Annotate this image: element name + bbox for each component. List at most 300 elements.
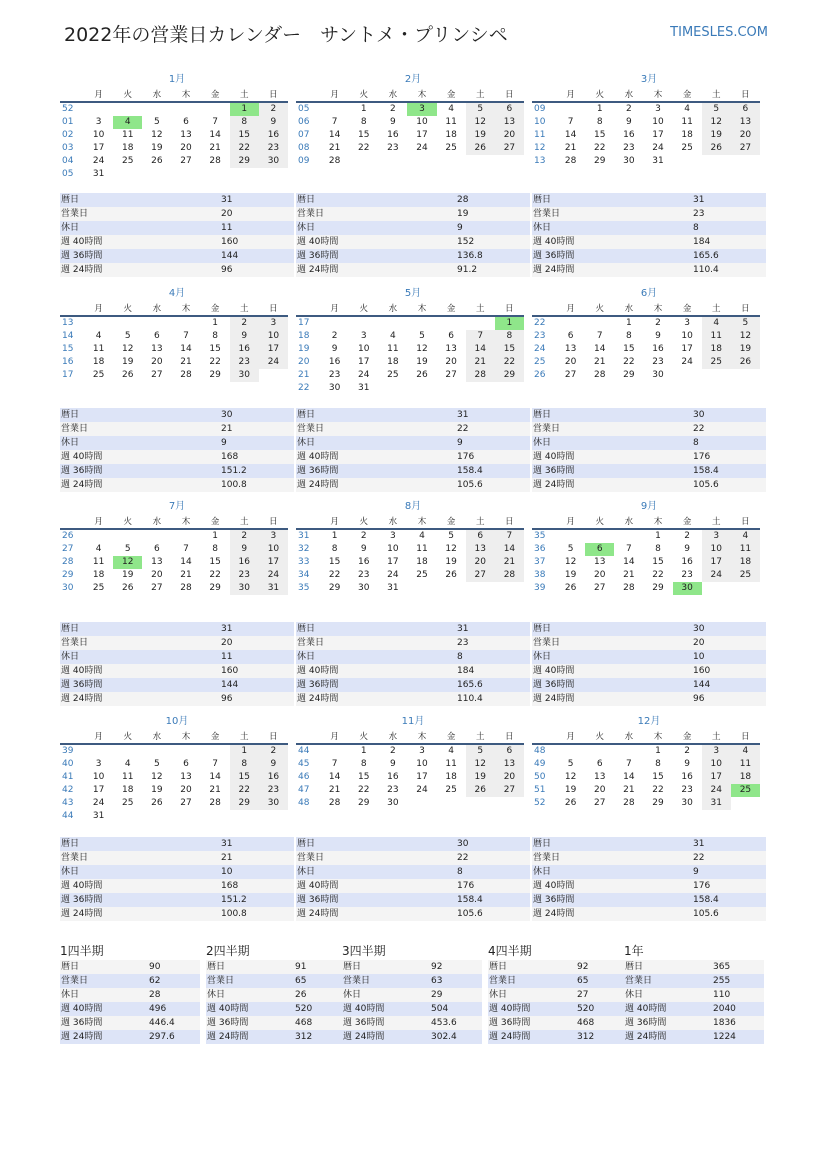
day-cell[interactable]: 4: [389, 331, 396, 341]
day-cell[interactable]: 1: [360, 746, 367, 756]
day-cell[interactable]: 15: [357, 130, 370, 140]
day-cell[interactable]: 22: [652, 570, 664, 580]
day-cell[interactable]: 4: [95, 544, 102, 554]
day-cell[interactable]: 23: [681, 785, 693, 795]
day-cell[interactable]: 19: [151, 785, 163, 795]
day-cell[interactable]: 9: [259, 116, 288, 129]
day-cell[interactable]: 14: [180, 344, 192, 354]
day-cell[interactable]: 25: [387, 370, 399, 380]
day-cell[interactable]: 17: [92, 143, 105, 153]
day-cell[interactable]: 20: [495, 129, 524, 142]
day-cell[interactable]: 29: [357, 798, 370, 808]
day-cell[interactable]: 19: [564, 570, 577, 580]
day-cell[interactable]: 30: [357, 583, 370, 593]
day-cell[interactable]: 15: [652, 772, 664, 782]
day-cell[interactable]: 1: [212, 531, 218, 541]
day-cell[interactable]: 21: [209, 785, 221, 795]
day-cell[interactable]: 1: [655, 531, 661, 541]
day-cell[interactable]: 22: [230, 784, 259, 797]
day-cell[interactable]: 2: [360, 531, 367, 541]
day-cell[interactable]: 2: [331, 331, 338, 341]
day-cell[interactable]: 23: [387, 143, 399, 153]
day-cell[interactable]: 30: [230, 582, 259, 595]
day-cell[interactable]: 10: [702, 758, 731, 771]
day-cell[interactable]: 16: [230, 556, 259, 569]
day-cell[interactable]: 21: [623, 785, 635, 795]
day-cell[interactable]: 21: [328, 785, 341, 795]
day-cell[interactable]: 2: [684, 531, 690, 541]
day-cell[interactable]: 6: [585, 543, 614, 556]
day-cell[interactable]: 17: [357, 357, 370, 367]
day-cell[interactable]: 13: [564, 344, 577, 354]
day-cell[interactable]: 13: [593, 557, 606, 567]
day-cell[interactable]: 15: [593, 130, 606, 140]
day-cell[interactable]: 15: [357, 772, 370, 782]
day-cell[interactable]: 28: [495, 569, 524, 582]
day-cell[interactable]: 24: [259, 356, 288, 369]
day-cell[interactable]: 23: [387, 785, 399, 795]
day-cell[interactable]: 26: [416, 370, 428, 380]
day-cell[interactable]: 2: [389, 746, 396, 756]
day-cell[interactable]: 15: [652, 557, 664, 567]
day-cell[interactable]: 28: [209, 156, 221, 166]
day-cell[interactable]: 11: [731, 758, 760, 771]
day-cell[interactable]: 4: [448, 746, 454, 756]
day-cell[interactable]: 3: [702, 744, 731, 758]
day-cell[interactable]: 4: [113, 116, 142, 129]
day-cell[interactable]: 3: [95, 759, 102, 769]
day-cell[interactable]: 31: [357, 383, 370, 393]
day-cell[interactable]: 18: [416, 557, 428, 567]
day-cell[interactable]: 2: [655, 318, 661, 328]
day-cell[interactable]: 16: [681, 772, 693, 782]
day-cell[interactable]: 12: [564, 772, 577, 782]
day-cell[interactable]: 29: [593, 156, 606, 166]
day-cell[interactable]: 1: [230, 102, 259, 116]
day-cell[interactable]: 13: [495, 116, 524, 129]
day-cell[interactable]: 25: [702, 356, 731, 369]
day-cell[interactable]: 15: [209, 557, 221, 567]
day-cell[interactable]: 6: [448, 331, 454, 341]
day-cell[interactable]: 28: [466, 369, 495, 382]
day-cell[interactable]: 26: [564, 583, 577, 593]
day-cell[interactable]: 2: [259, 744, 288, 758]
day-cell[interactable]: 27: [445, 370, 457, 380]
day-cell[interactable]: 20: [593, 570, 606, 580]
day-cell[interactable]: 12: [445, 544, 457, 554]
day-cell[interactable]: 28: [623, 583, 635, 593]
day-cell[interactable]: 20: [593, 785, 606, 795]
day-cell[interactable]: 28: [328, 798, 341, 808]
day-cell[interactable]: 7: [567, 117, 574, 127]
day-cell[interactable]: 11: [445, 759, 457, 769]
day-cell[interactable]: 9: [331, 344, 338, 354]
day-cell[interactable]: 16: [387, 130, 399, 140]
day-cell[interactable]: 18: [702, 343, 731, 356]
day-cell[interactable]: 27: [180, 156, 192, 166]
day-cell[interactable]: 9: [684, 759, 690, 769]
day-cell[interactable]: 22: [623, 357, 635, 367]
day-cell[interactable]: 30: [328, 383, 341, 393]
day-cell[interactable]: 21: [495, 556, 524, 569]
day-cell[interactable]: 23: [681, 570, 693, 580]
day-cell[interactable]: 28: [180, 370, 192, 380]
day-cell[interactable]: 20: [151, 570, 163, 580]
day-cell[interactable]: 1: [212, 318, 218, 328]
day-cell[interactable]: 6: [466, 529, 495, 543]
day-cell[interactable]: 5: [702, 102, 731, 116]
day-cell[interactable]: 30: [623, 156, 635, 166]
day-cell[interactable]: 1: [655, 746, 661, 756]
day-cell[interactable]: 21: [564, 143, 577, 153]
day-cell[interactable]: 15: [328, 557, 341, 567]
day-cell[interactable]: 27: [151, 583, 163, 593]
day-cell[interactable]: 16: [328, 357, 341, 367]
day-cell[interactable]: 9: [389, 759, 396, 769]
day-cell[interactable]: 11: [92, 344, 105, 354]
day-cell[interactable]: 11: [387, 344, 399, 354]
day-cell[interactable]: 9: [684, 544, 690, 554]
day-cell[interactable]: 2: [625, 104, 632, 114]
day-cell[interactable]: 28: [209, 798, 221, 808]
day-cell[interactable]: 20: [466, 556, 495, 569]
day-cell[interactable]: 14: [564, 130, 577, 140]
day-cell[interactable]: 23: [328, 370, 341, 380]
day-cell[interactable]: 25: [92, 370, 105, 380]
day-cell[interactable]: 7: [212, 759, 218, 769]
day-cell[interactable]: 25: [681, 143, 693, 153]
day-cell[interactable]: 30: [230, 369, 259, 382]
day-cell[interactable]: 20: [495, 771, 524, 784]
day-cell[interactable]: 16: [259, 771, 288, 784]
day-cell[interactable]: 6: [567, 331, 574, 341]
day-cell[interactable]: 17: [416, 772, 428, 782]
day-cell[interactable]: 8: [230, 758, 259, 771]
day-cell[interactable]: 26: [121, 583, 134, 593]
day-cell[interactable]: 19: [121, 570, 134, 580]
day-cell[interactable]: 10: [702, 543, 731, 556]
day-cell[interactable]: 17: [259, 556, 288, 569]
day-cell[interactable]: 30: [652, 370, 664, 380]
day-cell[interactable]: 12: [121, 344, 134, 354]
day-cell[interactable]: 30: [259, 155, 288, 168]
day-cell[interactable]: 6: [183, 759, 189, 769]
day-cell[interactable]: 11: [445, 117, 457, 127]
day-cell[interactable]: 1: [596, 104, 603, 114]
day-cell[interactable]: 18: [445, 772, 457, 782]
day-cell[interactable]: 7: [331, 759, 338, 769]
day-cell[interactable]: 8: [596, 117, 603, 127]
day-cell[interactable]: 20: [151, 357, 163, 367]
day-cell[interactable]: 25: [121, 156, 134, 166]
day-cell[interactable]: 21: [593, 357, 606, 367]
day-cell[interactable]: 17: [416, 130, 428, 140]
day-cell[interactable]: 10: [357, 344, 370, 354]
day-cell[interactable]: 6: [596, 759, 603, 769]
day-cell[interactable]: 18: [92, 357, 105, 367]
day-cell[interactable]: 22: [209, 357, 221, 367]
day-cell[interactable]: 7: [625, 759, 632, 769]
day-cell[interactable]: 28: [623, 798, 635, 808]
day-cell[interactable]: 14: [328, 130, 341, 140]
day-cell[interactable]: 14: [180, 557, 192, 567]
day-cell[interactable]: 3: [419, 746, 425, 756]
day-cell[interactable]: 16: [652, 344, 664, 354]
day-cell[interactable]: 1: [360, 104, 367, 114]
day-cell[interactable]: 12: [564, 557, 577, 567]
day-cell[interactable]: 12: [151, 772, 163, 782]
day-cell[interactable]: 16: [357, 557, 370, 567]
day-cell[interactable]: 5: [731, 316, 760, 330]
day-cell[interactable]: 2: [230, 316, 259, 330]
day-cell[interactable]: 21: [180, 570, 192, 580]
day-cell[interactable]: 19: [121, 357, 134, 367]
day-cell[interactable]: 31: [702, 797, 731, 810]
day-cell[interactable]: 7: [596, 331, 603, 341]
day-cell[interactable]: 17: [702, 556, 731, 569]
day-cell[interactable]: 22: [230, 142, 259, 155]
day-cell[interactable]: 3: [655, 104, 661, 114]
day-cell[interactable]: 20: [180, 785, 192, 795]
day-cell[interactable]: 9: [655, 331, 661, 341]
day-cell[interactable]: 25: [445, 785, 457, 795]
day-cell[interactable]: 5: [153, 759, 160, 769]
day-cell[interactable]: 14: [466, 343, 495, 356]
day-cell[interactable]: 25: [731, 784, 760, 797]
day-cell[interactable]: 7: [495, 529, 524, 543]
day-cell[interactable]: 22: [328, 570, 341, 580]
day-cell[interactable]: 8: [230, 116, 259, 129]
day-cell[interactable]: 13: [180, 772, 192, 782]
day-cell[interactable]: 3: [684, 318, 690, 328]
day-cell[interactable]: 3: [407, 102, 436, 116]
day-cell[interactable]: 29: [652, 583, 664, 593]
day-cell[interactable]: 11: [121, 772, 134, 782]
day-cell[interactable]: 21: [328, 143, 341, 153]
day-cell[interactable]: 26: [151, 798, 163, 808]
day-cell[interactable]: 26: [445, 570, 457, 580]
day-cell[interactable]: 26: [731, 356, 760, 369]
day-cell[interactable]: 4: [124, 759, 131, 769]
day-cell[interactable]: 10: [259, 330, 288, 343]
day-cell[interactable]: 29: [623, 370, 635, 380]
day-cell[interactable]: 4: [731, 529, 760, 543]
day-cell[interactable]: 5: [124, 331, 131, 341]
day-cell[interactable]: 28: [180, 583, 192, 593]
day-cell[interactable]: 14: [623, 557, 635, 567]
day-cell[interactable]: 23: [652, 357, 664, 367]
day-cell[interactable]: 24: [416, 143, 428, 153]
day-cell[interactable]: 18: [681, 130, 693, 140]
day-cell[interactable]: 12: [151, 130, 163, 140]
day-cell[interactable]: 24: [702, 784, 731, 797]
day-cell[interactable]: 5: [567, 759, 574, 769]
day-cell[interactable]: 30: [673, 582, 702, 595]
day-cell[interactable]: 29: [495, 369, 524, 382]
day-cell[interactable]: 23: [259, 784, 288, 797]
day-cell[interactable]: 13: [445, 344, 457, 354]
day-cell[interactable]: 18: [121, 785, 134, 795]
day-cell[interactable]: 16: [230, 343, 259, 356]
day-cell[interactable]: 8: [331, 544, 338, 554]
day-cell[interactable]: 15: [230, 129, 259, 142]
day-cell[interactable]: 13: [151, 557, 163, 567]
day-cell[interactable]: 27: [180, 798, 192, 808]
day-cell[interactable]: 7: [212, 117, 218, 127]
day-cell[interactable]: 5: [466, 744, 495, 758]
day-cell[interactable]: 15: [495, 343, 524, 356]
day-cell[interactable]: 26: [466, 142, 495, 155]
day-cell[interactable]: 8: [360, 117, 367, 127]
day-cell[interactable]: 27: [151, 370, 163, 380]
day-cell[interactable]: 4: [684, 104, 690, 114]
day-cell[interactable]: 30: [387, 798, 399, 808]
day-cell[interactable]: 29: [209, 370, 221, 380]
day-cell[interactable]: 8: [655, 759, 661, 769]
day-cell[interactable]: 3: [259, 316, 288, 330]
day-cell[interactable]: 10: [92, 130, 105, 140]
day-cell[interactable]: 9: [360, 544, 367, 554]
day-cell[interactable]: 24: [92, 156, 105, 166]
day-cell[interactable]: 29: [652, 798, 664, 808]
day-cell[interactable]: 20: [731, 129, 760, 142]
day-cell[interactable]: 24: [259, 569, 288, 582]
day-cell[interactable]: 11: [121, 130, 134, 140]
day-cell[interactable]: 15: [230, 771, 259, 784]
day-cell[interactable]: 14: [495, 543, 524, 556]
day-cell[interactable]: 26: [121, 370, 134, 380]
day-cell[interactable]: 14: [209, 772, 221, 782]
day-cell[interactable]: 16: [623, 130, 635, 140]
day-cell[interactable]: 17: [681, 344, 693, 354]
day-cell[interactable]: 5: [448, 531, 454, 541]
day-cell[interactable]: 19: [151, 143, 163, 153]
day-cell[interactable]: 9: [230, 330, 259, 343]
day-cell[interactable]: 20: [564, 357, 577, 367]
day-cell[interactable]: 25: [92, 583, 105, 593]
day-cell[interactable]: 4: [448, 104, 454, 114]
day-cell[interactable]: 10: [416, 117, 428, 127]
day-cell[interactable]: 28: [564, 156, 577, 166]
day-cell[interactable]: 12: [466, 758, 495, 771]
day-cell[interactable]: 3: [259, 529, 288, 543]
day-cell[interactable]: 13: [495, 758, 524, 771]
day-cell[interactable]: 5: [419, 331, 425, 341]
day-cell[interactable]: 29: [230, 797, 259, 810]
day-cell[interactable]: 1: [331, 531, 338, 541]
day-cell[interactable]: 11: [416, 544, 428, 554]
day-cell[interactable]: 17: [259, 343, 288, 356]
day-cell[interactable]: 27: [495, 784, 524, 797]
day-cell[interactable]: 23: [230, 356, 259, 369]
day-cell[interactable]: 13: [731, 116, 760, 129]
day-cell[interactable]: 9: [230, 543, 259, 556]
day-cell[interactable]: 9: [625, 117, 632, 127]
day-cell[interactable]: 1: [230, 744, 259, 758]
day-cell[interactable]: 2: [684, 746, 690, 756]
day-cell[interactable]: 25: [121, 798, 134, 808]
day-cell[interactable]: 18: [731, 771, 760, 784]
day-cell[interactable]: 10: [387, 544, 399, 554]
day-cell[interactable]: 7: [183, 331, 189, 341]
day-cell[interactable]: 5: [153, 117, 160, 127]
day-cell[interactable]: 9: [389, 117, 396, 127]
day-cell[interactable]: 27: [495, 142, 524, 155]
day-cell[interactable]: 31: [652, 156, 664, 166]
day-cell[interactable]: 7: [466, 330, 495, 343]
day-cell[interactable]: 19: [731, 343, 760, 356]
day-cell[interactable]: 6: [153, 544, 160, 554]
day-cell[interactable]: 7: [183, 544, 189, 554]
day-cell[interactable]: 17: [92, 785, 105, 795]
day-cell[interactable]: 14: [593, 344, 606, 354]
day-cell[interactable]: 3: [95, 117, 102, 127]
day-cell[interactable]: 5: [124, 544, 131, 554]
day-cell[interactable]: 19: [466, 129, 495, 142]
day-cell[interactable]: 13: [466, 543, 495, 556]
day-cell[interactable]: 19: [564, 785, 577, 795]
day-cell[interactable]: 6: [495, 744, 524, 758]
day-cell[interactable]: 12: [466, 116, 495, 129]
day-cell[interactable]: 31: [92, 169, 105, 179]
day-cell[interactable]: 15: [623, 344, 635, 354]
day-cell[interactable]: 24: [681, 357, 693, 367]
day-cell[interactable]: 22: [357, 785, 370, 795]
day-cell[interactable]: 18: [121, 143, 134, 153]
day-cell[interactable]: 11: [92, 557, 105, 567]
day-cell[interactable]: 4: [702, 316, 731, 330]
day-cell[interactable]: 24: [416, 785, 428, 795]
day-cell[interactable]: 24: [357, 370, 370, 380]
day-cell[interactable]: 21: [209, 143, 221, 153]
day-cell[interactable]: 27: [593, 583, 606, 593]
day-cell[interactable]: 8: [625, 331, 632, 341]
day-cell[interactable]: 4: [731, 744, 760, 758]
day-cell[interactable]: 10: [92, 772, 105, 782]
day-cell[interactable]: 28: [328, 156, 341, 166]
day-cell[interactable]: 31: [259, 582, 288, 595]
day-cell[interactable]: 15: [209, 344, 221, 354]
day-cell[interactable]: 13: [151, 344, 163, 354]
day-cell[interactable]: 8: [212, 544, 218, 554]
day-cell[interactable]: 22: [593, 143, 606, 153]
day-cell[interactable]: 12: [113, 556, 142, 569]
day-cell[interactable]: 14: [209, 130, 221, 140]
day-cell[interactable]: 20: [445, 357, 457, 367]
day-cell[interactable]: 18: [731, 556, 760, 569]
day-cell[interactable]: 27: [466, 569, 495, 582]
day-cell[interactable]: 6: [731, 102, 760, 116]
day-cell[interactable]: 19: [416, 357, 428, 367]
day-cell[interactable]: 19: [702, 129, 731, 142]
day-cell[interactable]: 27: [731, 142, 760, 155]
day-cell[interactable]: 9: [259, 758, 288, 771]
day-cell[interactable]: 3: [360, 331, 367, 341]
day-cell[interactable]: 22: [209, 570, 221, 580]
day-cell[interactable]: 24: [387, 570, 399, 580]
day-cell[interactable]: 16: [681, 557, 693, 567]
day-cell[interactable]: 18: [92, 570, 105, 580]
day-cell[interactable]: 7: [625, 544, 632, 554]
day-cell[interactable]: 30: [259, 797, 288, 810]
day-cell[interactable]: 17: [702, 771, 731, 784]
day-cell[interactable]: 31: [387, 583, 399, 593]
day-cell[interactable]: 18: [445, 130, 457, 140]
day-cell[interactable]: 21: [466, 356, 495, 369]
day-cell[interactable]: 12: [731, 330, 760, 343]
day-cell[interactable]: 23: [623, 143, 635, 153]
day-cell[interactable]: 29: [209, 583, 221, 593]
